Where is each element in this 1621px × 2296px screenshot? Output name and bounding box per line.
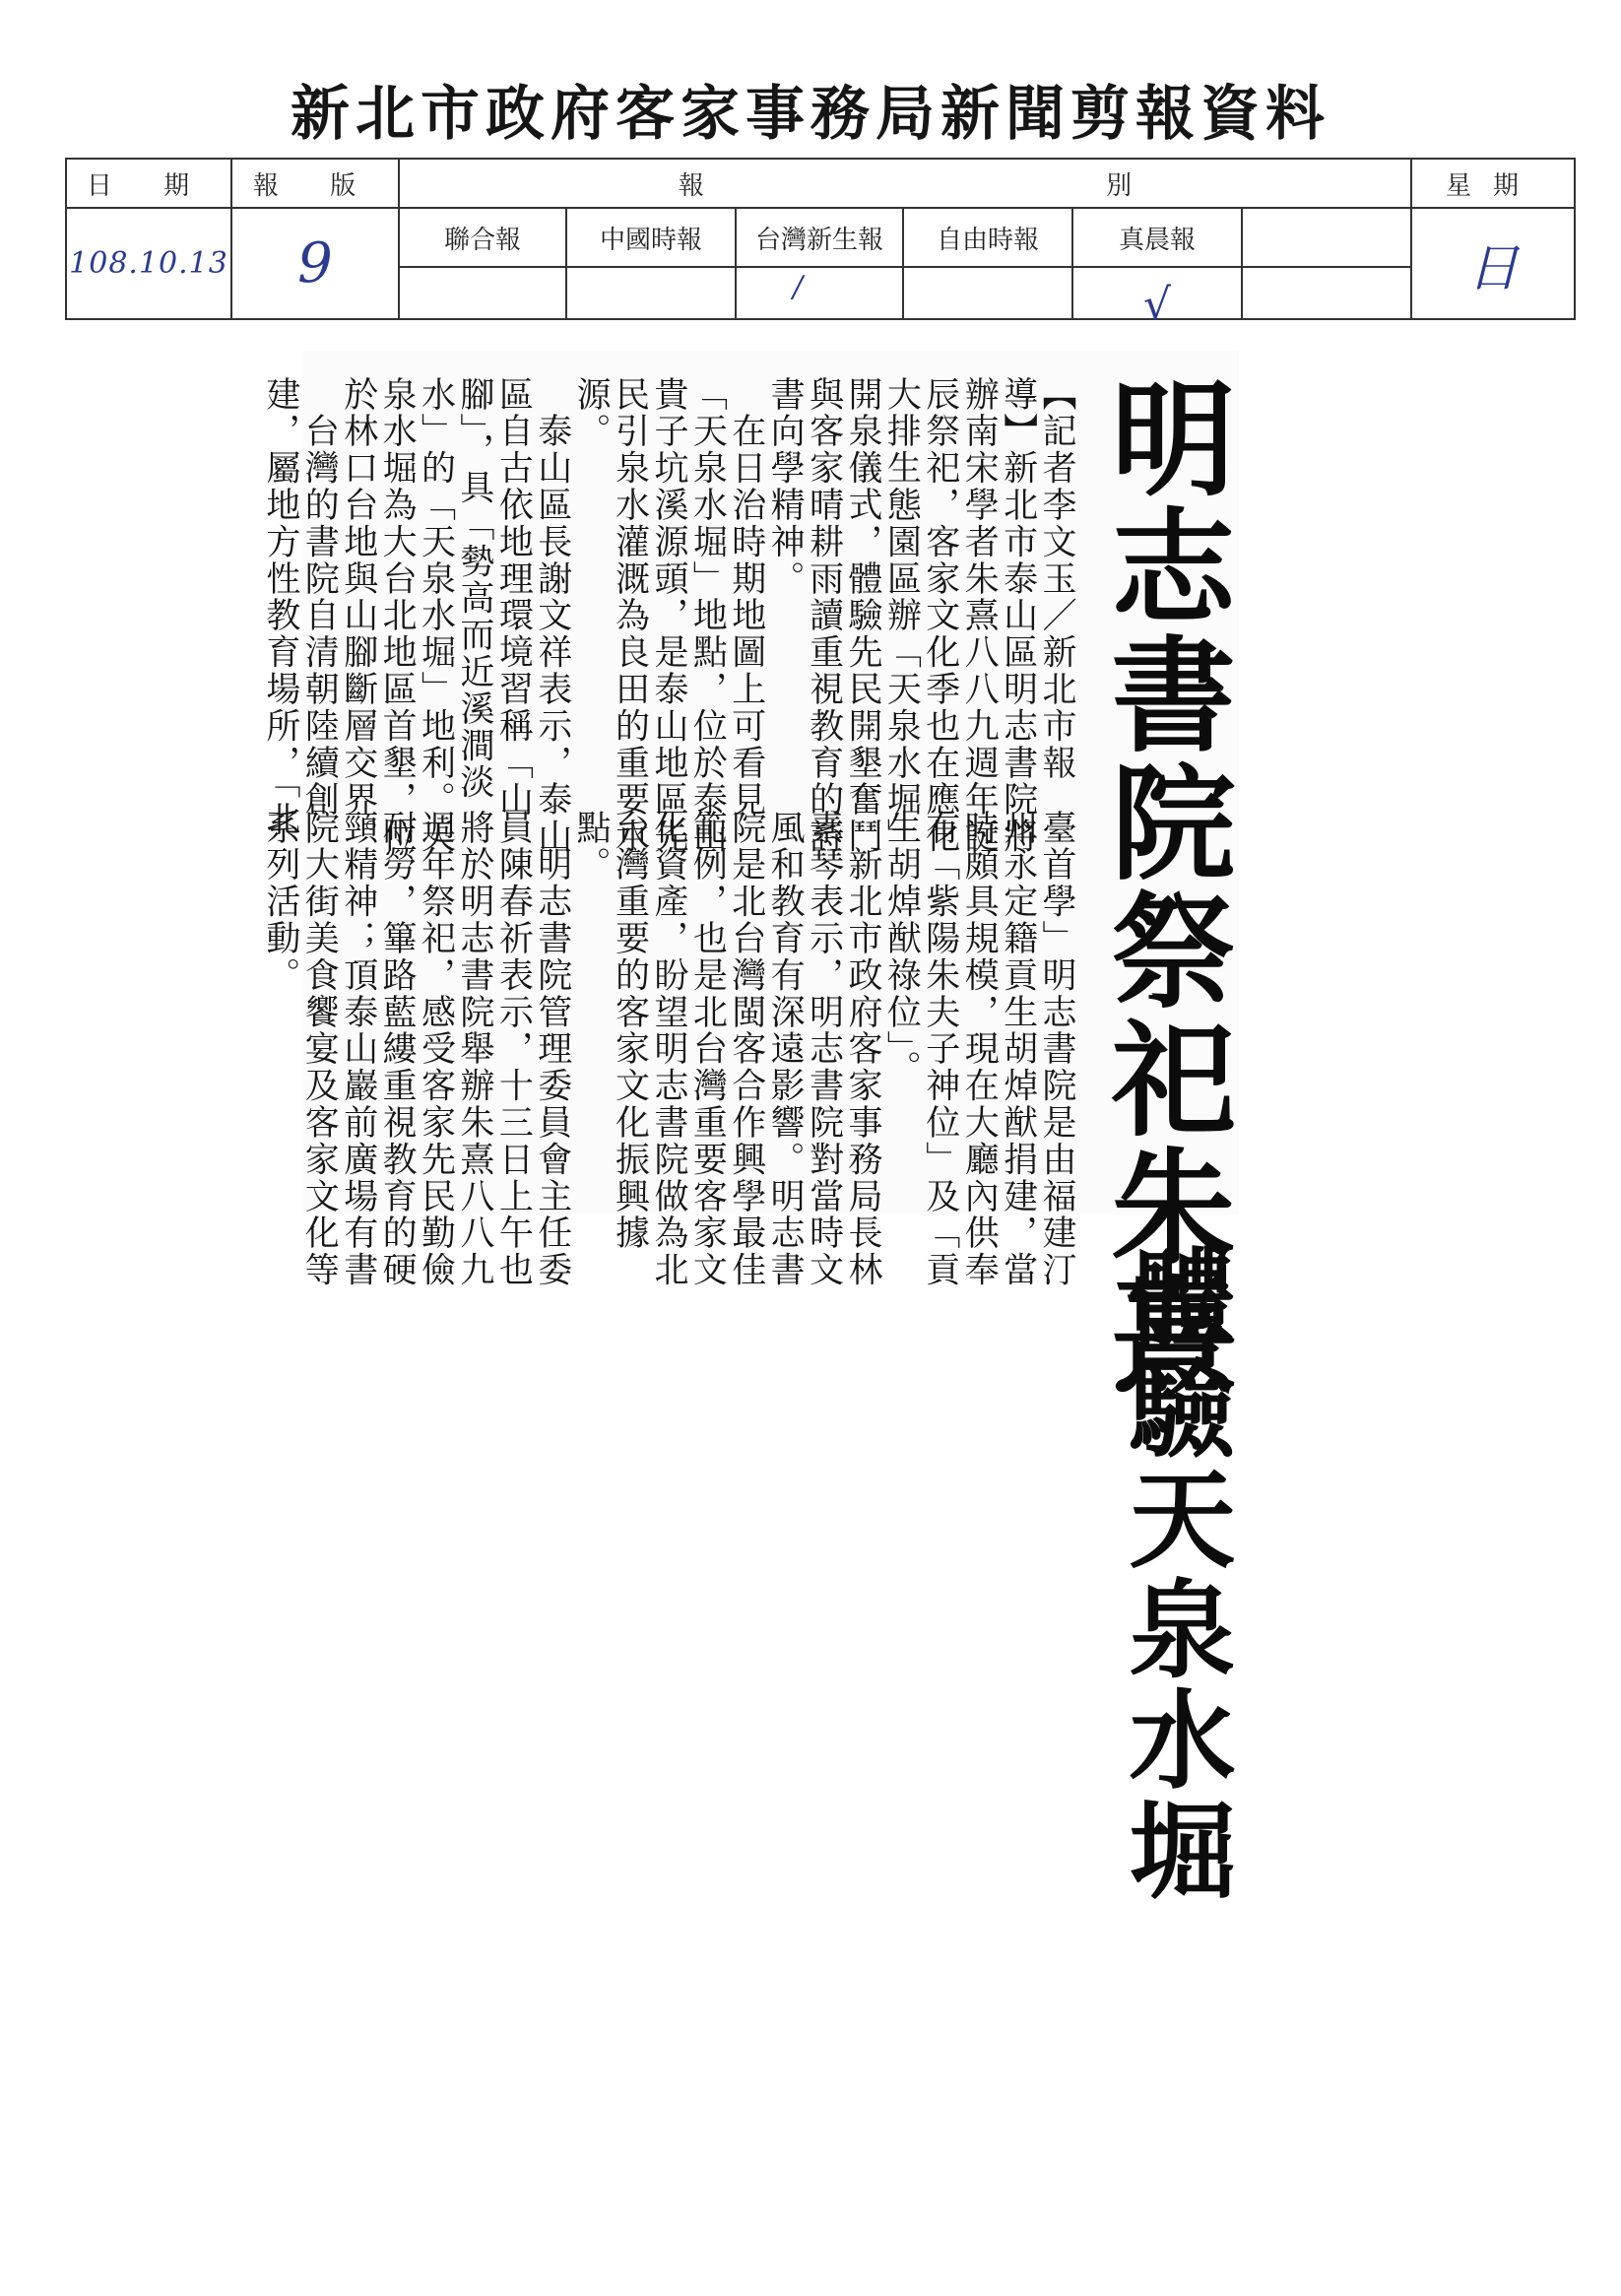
article-column: 泉水堀為大台北地區首墾，位 [377,376,418,856]
check-chinatimes [566,267,736,319]
article-column: 點。 [571,810,612,884]
article-column: 時頗具規模，現在大廳內供奉 [959,810,1000,1289]
article-column: 臺首學」明志書院是由福建汀 [1037,810,1076,1289]
check-liberty-times [903,267,1072,319]
check-zhen-chen [1072,267,1242,330]
date-header: 日 期 [66,159,231,208]
handwritten-page: 9 [297,231,333,295]
article-column: 系列活動。 [260,810,300,994]
paper-blank [1242,208,1411,267]
article-column: 新北市政府客家事務局長林 [842,810,882,1289]
article-column: 開泉儀式，體驗先民開墾奮鬥 [842,376,882,856]
article-column: 在日治時期地圖上可看見 [726,376,766,819]
article-column: 大排生態園區辦「天泉水堀」 [881,376,922,856]
article-column: 辰祭祀，客家文化季也在應化 [920,376,960,856]
article-column: 州永定籍貢生胡焯猷捐建，當 [998,810,1038,1289]
check-blank [1242,267,1411,319]
paper-header [399,159,1411,208]
article-column: 貴子坑溪源頭，是泰山地區先 [648,376,688,856]
article-column: 【記者李文玉／新北市報 [1037,376,1076,782]
article-column: 週年祭祀，感受客家先民勤儉 [416,810,456,1289]
handwritten-weekday: 日 [1467,239,1520,298]
article-column: 導】新北市泰山區明志書院將 [998,376,1038,856]
date-cell [66,208,231,319]
headline-secondary: 體驗天泉水堀 [1111,1243,1234,1905]
stray-pen-mark: / [792,270,804,304]
article-body-lower [260,810,1076,1289]
checkmark-icon: √ [1142,280,1172,330]
article-column: 化資產，盼望明志書院做為北 [648,810,688,1289]
article-column: 區自古依地理環境習稱「山 [493,376,534,819]
article-column: 明志書院管理委員會主任委 [532,810,572,1289]
headline-main: 明志書院祭祀朱熹 [1091,374,1236,1399]
article-column: 範例，也是北台灣重要客家文 [687,810,728,1289]
article-column: 頸精神；頂泰山巖前廣場有書 [338,810,378,1289]
article-column: 風和教育有深遠影響。明志書 [765,810,806,1289]
article-column: 於林口台地與山腳斷層交界。 [338,376,378,856]
article-column: 院大街美食饗宴及客家文化等 [299,810,340,1289]
paper-liberty-times: 自由時報 [903,208,1072,267]
article-column: 台灣重要的客家文化振興據 [610,810,650,1252]
article-column: 民引泉水灌溉為良田的重要水 [610,376,650,856]
article-column: 書向學精神。 [765,376,806,598]
check-taiwan-shin-sheng [736,267,903,319]
weekday-cell [1411,208,1575,319]
article-column: 腳」，具「勢高而近溪澗淡 [454,376,494,802]
article-body-upper [260,376,1076,856]
paper-header-a: 報 [678,170,704,201]
paper-chinatimes: 中國時報 [566,208,736,267]
page-header: 報 版 [231,159,399,208]
clipping-form-table [65,158,1576,330]
article-column: 辦南宋學者朱熹八八九週年誕 [959,376,1000,856]
article-column: 生胡焯猷祿位」。 [881,810,922,1087]
article-column: 水」的「天泉水堀」地利。天 [416,376,456,856]
paper-header-b: 別 [1106,170,1133,201]
article-column: 建，屬地方性教育場所，「北 [260,376,300,838]
article-column: 「天泉水堀」地點，位於泰山 [687,376,728,856]
article-column: 泰山區長謝文祥表示，泰山 [532,376,572,856]
paper-taiwan-shin-sheng: 台灣新生報 [736,208,903,267]
article-column: 有「紫陽朱夫子神位」及「貢 [920,810,960,1289]
article-column: 將於明志書院舉辦朱熹八八九 [454,810,494,1289]
article-column: 與客家晴耕雨讀重視教育的詩 [804,376,844,856]
weekday-header: 星期 [1411,159,1575,208]
article-column: 員陳春祈表示，十三日上午也 [493,810,534,1289]
handwritten-date: 108.10.13 [69,246,228,281]
check-udn [399,267,566,319]
page-cell [231,208,399,319]
article-column: 素琴表示，明志書院對當時文 [804,810,844,1289]
paper-zhen-chen: 真晨報 [1072,208,1242,267]
article-column: 源。 [571,376,612,450]
paper-udn: 聯合報 [399,208,566,267]
article-column: 院是北台灣閩客合作興學最佳 [726,810,766,1289]
document-title: 新北市政府客家事務局新聞剪報資料 [291,80,1330,149]
article-column: 耐勞，篳路藍縷重視教育的硬 [377,810,418,1289]
article-column: 台灣的書院自清朝陸續創 [299,376,340,819]
